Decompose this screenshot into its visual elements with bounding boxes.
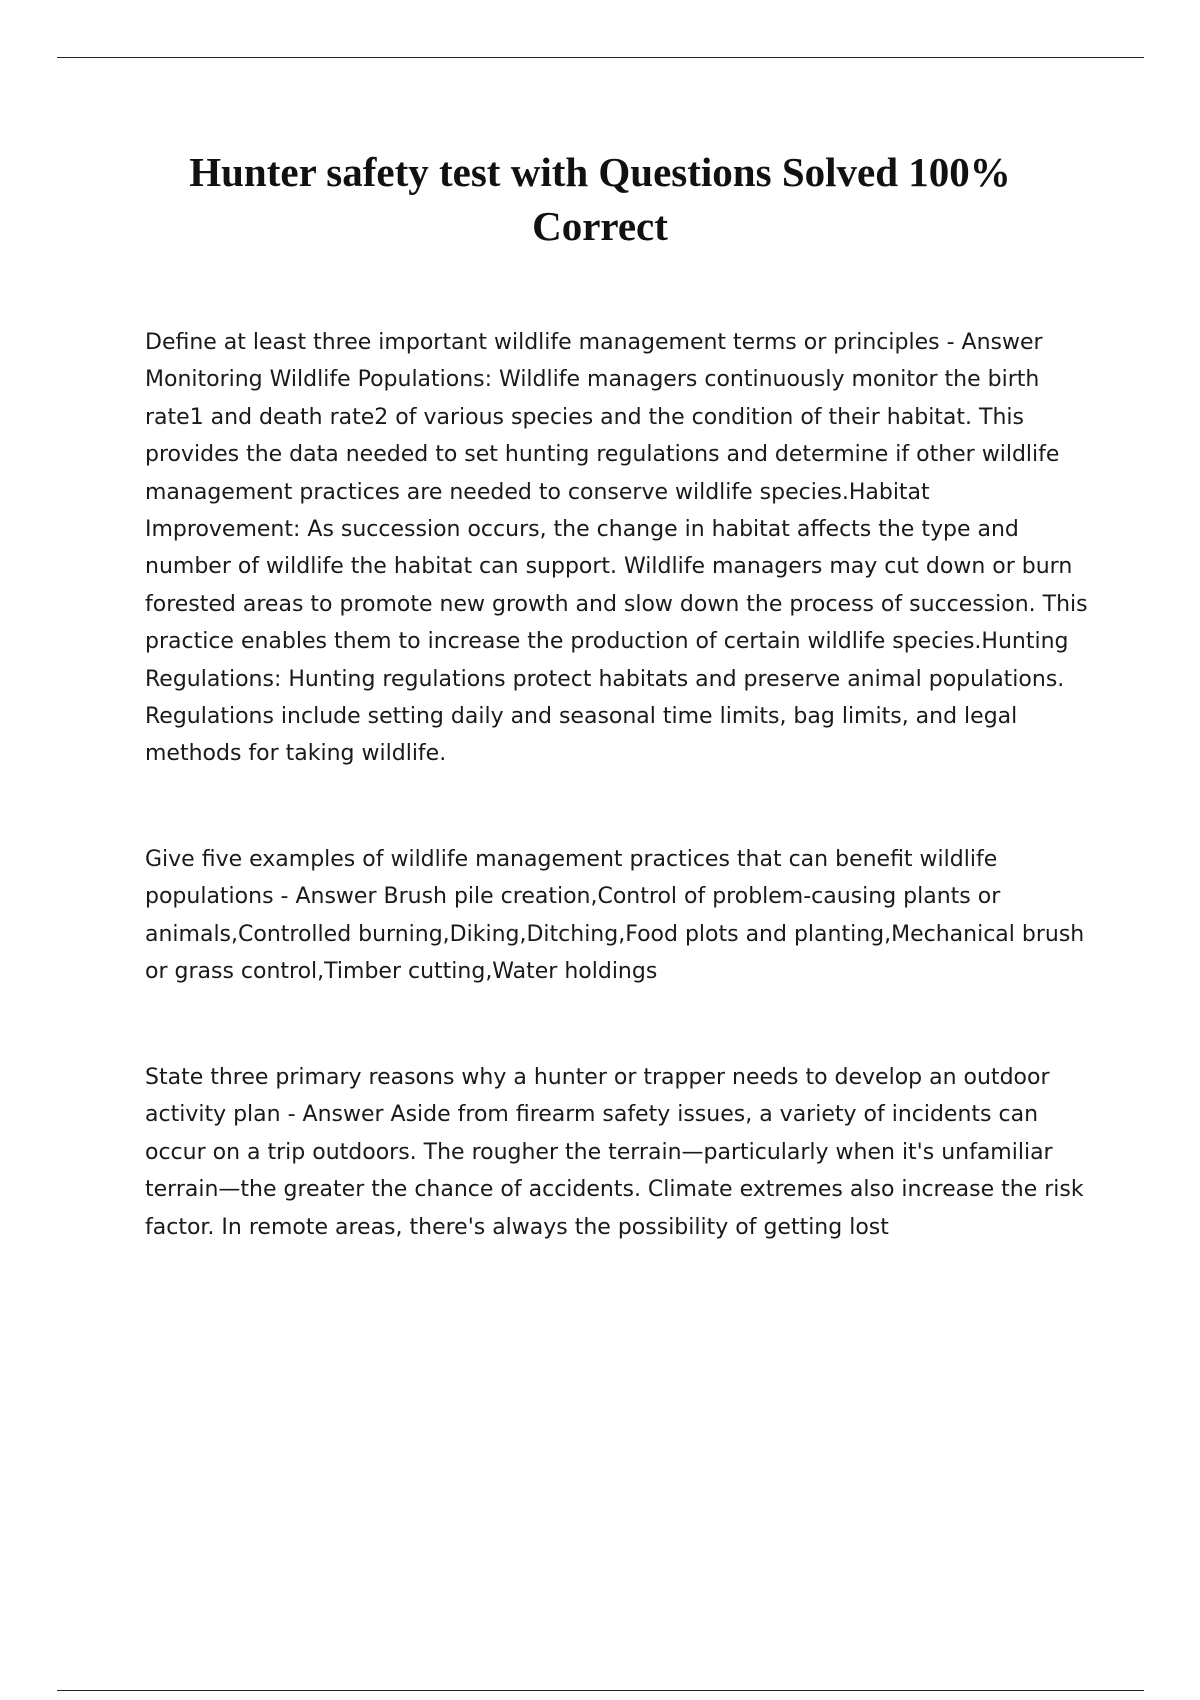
- bottom-divider: [57, 1690, 1144, 1691]
- question-text: Define at least three important wildlife management terms or principles: [145, 330, 940, 355]
- qa-item: [145, 841, 1090, 991]
- answer-text: Aside from firearm safety issues, a variety of incidents can occur on a trip outdoors. The rougher the terrain—particularly when it's unfamiliar terrain—the greater the chance of accidents. Climate extremes also increase the risk factor. In remote areas, there's always the possibility of getting lost: [145, 1102, 1084, 1240]
- answer-separator: - Answer: [273, 884, 384, 910]
- answer-separator: - Answer: [939, 330, 1043, 355]
- qa-item: [145, 1059, 1090, 1246]
- answer-text: Monitoring Wildlife Populations: Wildlife managers continuously monitor the birth rate1 and death rate2 of various species and the condition of their habitat. This provides the data needed to set hunting regulations and determine if other wildlife management practices are needed to conserve wildlife species.Habitat Improvement: As succession occurs, the change in habitat affects the type and number of wildlife the habitat can support. Wildlife managers may cut down or burn forested areas to promote new growth and slow down the process of succession. This practice enables them to increase the production of certain wildlife species.Hunting Regulations: Hunting regulations protect habitats and preserve animal populations. Regulations include setting daily and seasonal time limits, bag limits, and legal methods for taking wildlife.: [145, 367, 1088, 767]
- qa-item: [145, 324, 1090, 773]
- top-divider: [57, 57, 1144, 58]
- question-text: Give five examples of wildlife management practices that can benefit wildlife populations: [145, 847, 998, 910]
- answer-text: Brush pile creation,Control of problem-causing plants or animals,Controlled burning,Diking,Ditching,Food plots and planting,Mechanical brush or grass control,Timber cutting,Water holdings: [145, 884, 1085, 985]
- document-title: Hunter safety test with Questions Solved 100% Correct: [189, 149, 1011, 249]
- question-text: State three primary reasons why a hunter or trapper needs to develop an outdoor activity plan: [145, 1065, 1050, 1128]
- answer-separator: - Answer: [280, 1102, 391, 1128]
